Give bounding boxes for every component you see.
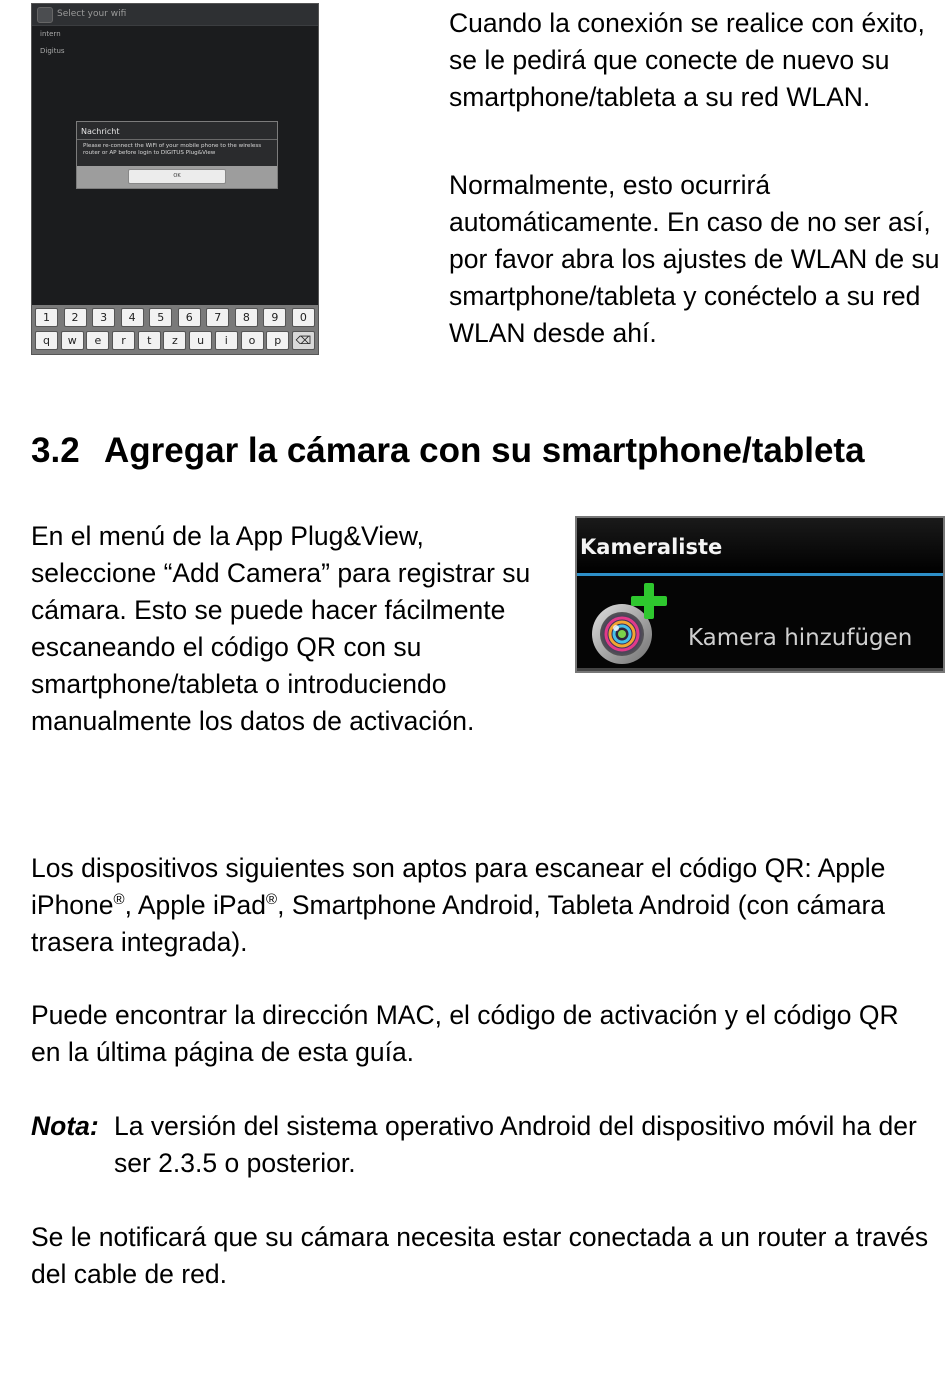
devices-text: , Apple iPad (124, 890, 267, 920)
keyboard-key: 9 (263, 308, 286, 327)
message-dialog (76, 121, 278, 189)
keyboard-key: i (215, 331, 238, 350)
keyboard-key: u (189, 331, 212, 350)
keyboard-key: t (138, 331, 161, 350)
phone-screenshot (31, 3, 319, 355)
phone-title-bar (32, 4, 318, 26)
body-paragraph-2 (31, 850, 931, 961)
dialog-footer (77, 166, 277, 188)
devices-text: , Smartphone Android, Tableta Android (con cámara trasera integrada). (31, 890, 886, 957)
keyboard-key: 2 (64, 308, 87, 327)
add-camera-icon (587, 578, 675, 666)
header-divider (577, 573, 943, 576)
keyboard-key: 7 (206, 308, 229, 327)
dialog-message: Please re-connect the WiFi of your mobile phone to the wireless router or AP before login to DIGITUS Plug&View (83, 143, 262, 156)
keyboard-key: r (112, 331, 135, 350)
dialog-divider (77, 139, 277, 140)
body-paragraph-4: Se le notificará que su cámara necesita estar conectada a un router a través del cable de red. (31, 1222, 929, 1289)
backspace-key: ⌫ (292, 331, 315, 350)
devices-text: Los dispositivos siguientes son aptos para escanear el código QR: Apple iPhone (31, 853, 886, 920)
registered-mark: ® (113, 891, 125, 909)
bottom-divider (577, 668, 943, 671)
camera-list-screenshot (575, 516, 945, 673)
keyboard-key: 5 (149, 308, 172, 327)
wifi-item: intern (40, 30, 61, 38)
app-icon (37, 7, 53, 23)
section-heading (31, 430, 865, 472)
body-paragraph-3: Puede encontrar la dirección MAC, el código de activación y el código QR en la última página de esta guía. (31, 1000, 899, 1067)
section-number: 3.2 (31, 431, 80, 470)
keyboard-key: 4 (121, 308, 144, 327)
phone-title: Select your wifi (57, 9, 127, 19)
section-title: Agregar la cámara con su smartphone/tableta (104, 431, 865, 470)
wifi-item: Digitus (40, 47, 65, 55)
keyboard-key: 0 (292, 308, 315, 327)
keyboard-key: e (86, 331, 109, 350)
ok-button: OK (128, 169, 226, 184)
intro-paragraph-2: Normalmente, esto ocurrirá automáticamente. En caso de no ser así, por favor abra los ajustes de WLAN de su smartphone/tableta y conéctelo a su red WLAN desde ahí. (449, 170, 940, 348)
keyboard-key: z (163, 331, 186, 350)
keyboard-key: 3 (92, 308, 115, 327)
body-paragraph-1: En el menú de la App Plug&View, seleccione “Add Camera” para registrar su cámara. Esto se puede hacer fácilmente escaneando el código QR con su smartphone/tableta o introduciendo manualmente los datos de activación. (31, 521, 531, 736)
dialog-title: Nachricht (81, 127, 120, 136)
keyboard-number-row (35, 308, 315, 327)
note-label: Nota: (31, 1111, 99, 1141)
keyboard-key: p (266, 331, 289, 350)
keyboard-key: w (61, 331, 84, 350)
intro-paragraph-1: Cuando la conexión se realice con éxito, se le pedirá que conecte de nuevo su smartphone/tableta a su red WLAN. (449, 8, 925, 112)
registered-mark: ® (266, 891, 278, 909)
keyboard-key: 1 (35, 308, 58, 327)
keyboard-key: o (241, 331, 264, 350)
add-camera-label: Kamera hinzufügen (688, 625, 913, 651)
camera-list-title: Kameraliste (580, 535, 723, 559)
note-text: La versión del sistema operativo Android del dispositivo móvil ha der ser 2.3.5 o posterior. (114, 1111, 917, 1178)
keyboard-key: q (35, 331, 58, 350)
keyboard (32, 305, 318, 354)
keyboard-key: 6 (178, 308, 201, 327)
camera-list-header (577, 518, 943, 573)
keyboard-letter-row (35, 331, 315, 350)
keyboard-key: 8 (235, 308, 258, 327)
